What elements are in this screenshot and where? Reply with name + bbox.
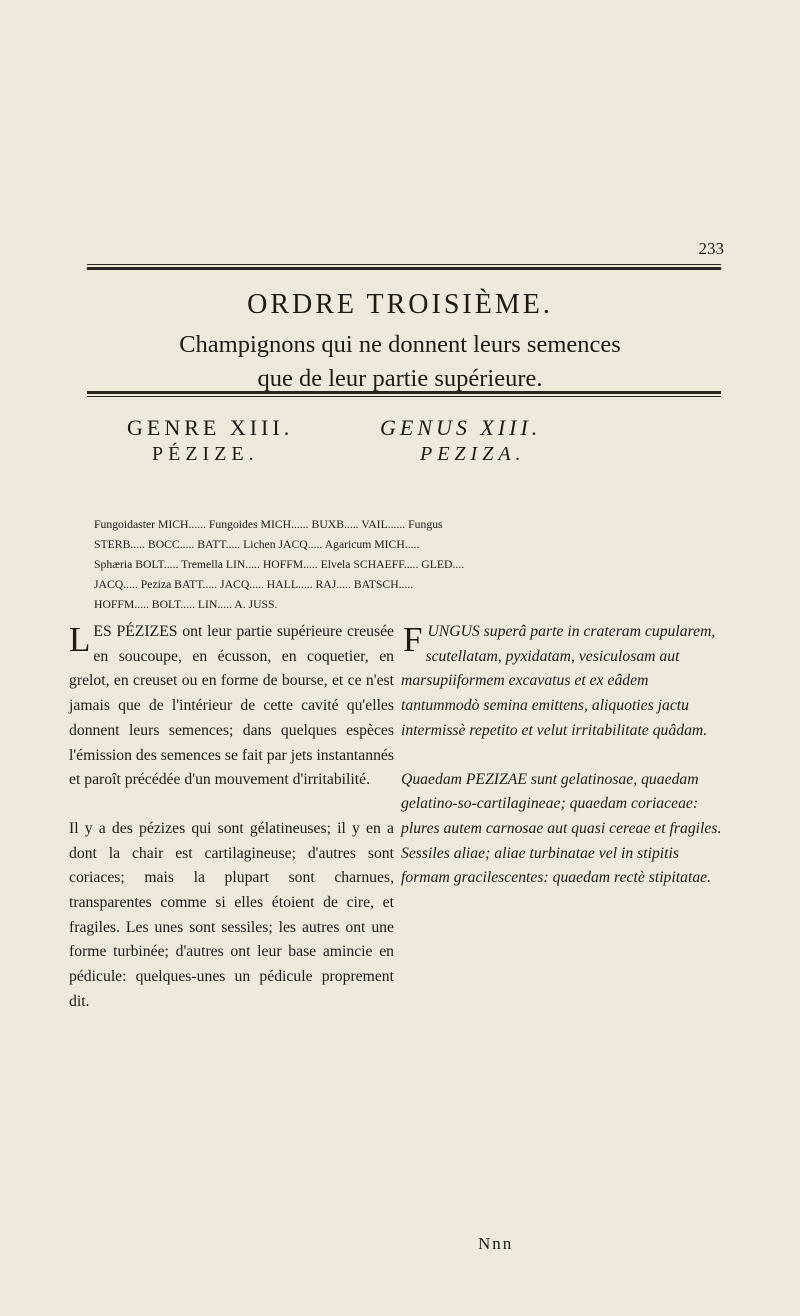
french-column [69,620,394,1015]
synonymy-line: HOFFM..... BOLT..... LIN..... A. JUSS. [94,598,278,611]
synonymy-line: STERB..... BOCC..... BATT..... Lichen JACQ..... Agaricum MICH..... [94,538,420,551]
order-title: ORDRE TROISIÈME. [247,289,553,320]
synonymy-line: Fungoidaster MICH...... Fungoides MICH...... BUXB..... VAIL...... Fungus [94,518,443,531]
genus-heading-la: GENUS XIII. [380,415,542,440]
drop-cap-la: F [403,620,423,659]
latin-paragraph-1-text: UNGUS superâ parte in crateram cupularem, scutellatam, pyxidatam, vesiculosam aut marsupiiformem excavatus et ex eâdem tantummodò semina emittens, aliquoties jactu intermissè repetito et velut irritabilitate quâdam. [401,623,716,739]
drop-cap-fr: L [69,620,91,659]
order-subtitle [0,328,800,396]
latin-paragraph-1 [401,620,726,744]
french-paragraph-1 [69,620,394,793]
order-subtitle-line2: que de leur partie supérieure. [257,365,543,392]
french-paragraph-2: Il y a des pézizes qui sont gélatineuses; il y en a dont la chair est cartilagineuse; d'autres sont coriaces; mais la plupart sont charnues, transparentes comme si elles étoient de cire, et fragiles. Les unes sont sessiles; les autres ont une forme turbinée; d'autres ont leur base amincie en pédicule: quelques-unes un pédicule proprement dit. [69,819,394,1010]
page-number: 233 [698,239,724,258]
french-paragraph-1-text: ES PÉZIZES ont leur partie supérieure creusée en soucoupe, en écusson, en coquetier, en grelot, en creuset ou en forme de bourse, et ce n'est jamais que de l'intérieur de cette cavité qu'elles donnent leurs semences; dans quelques espèces l'émission des semences se fait par jets instantannés et paroît précédée d'un mouvement d'irritabilité. [69,623,394,789]
genus-name-la: PEZIZA. [420,443,526,465]
synonymy-line: JACQ..... Peziza BATT..... JACQ..... HALL..... RAJ..... BATSCH..... [94,578,414,591]
order-subtitle-line1: Champignons qui ne donnent leurs semences [179,331,621,358]
latin-column [401,620,726,891]
middle-rule [87,391,721,399]
signature-mark: Nnn [478,1234,514,1253]
latin-paragraph-2: Quaedam PEZIZAE sunt gelatinosae, quaedam gelatino-so-cartilagineae; quaedam coriaceae: plures autem carnosae aut quasi cereae et fragiles. Sessiles aliae; aliae turbinatae vel in stipitis formam gracilescentes: quaedam rectè stipitatae. [401,770,722,887]
genre-heading-fr: GENRE XIII. [127,415,294,440]
synonymy-line: Sphæria BOLT..... Tremella LIN..... HOFFM..... Elvela SCHAEFF..... GLED.... [94,558,465,571]
top-rule [87,264,721,270]
genre-name-fr: PÉZIZE. [152,443,259,465]
synonymy-block [94,515,714,615]
